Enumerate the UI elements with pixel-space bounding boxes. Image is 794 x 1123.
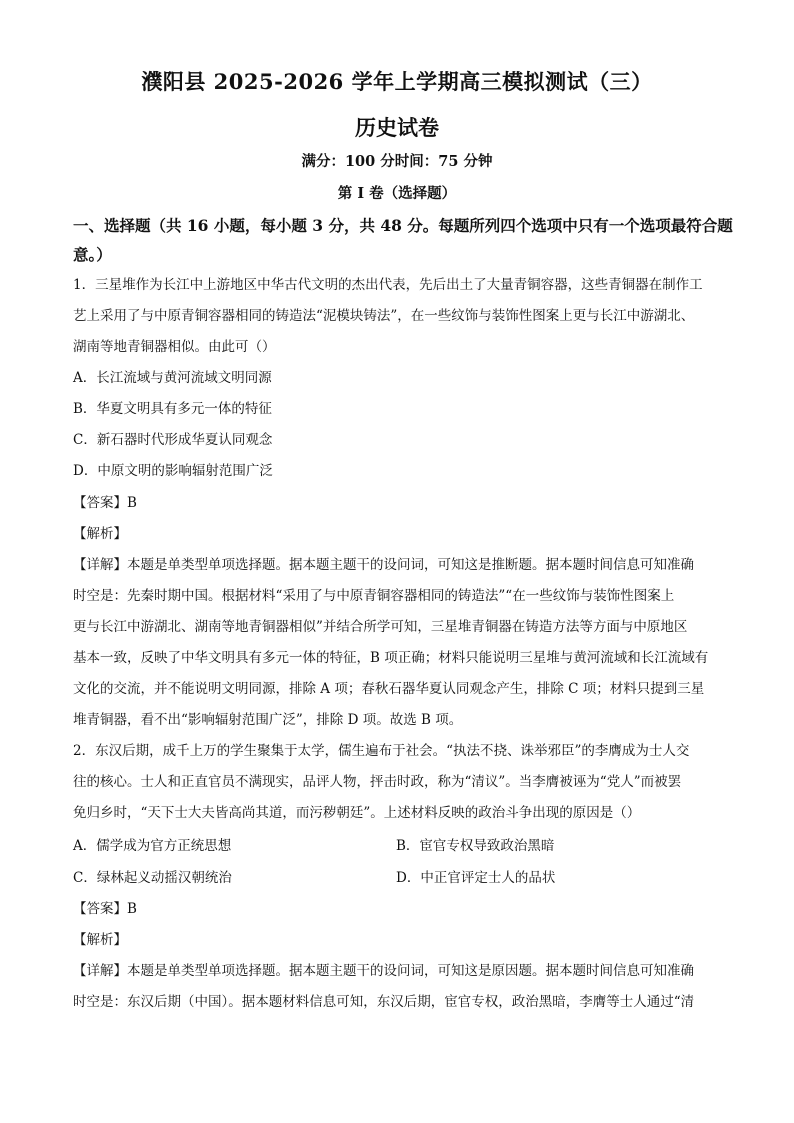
q1-option-a: A．长江流域与黄河流域文明同源 <box>73 370 272 386</box>
q1-stem-line: 艺上采用了与中原青铜容器相同的铸造法“泥模块铸法”，在一些纹饰与装饰性图案上更与长江中游湖北、 <box>73 308 695 324</box>
q1-detail-line: 更与长江中游湖北、湖南等地青铜器相似”并结合所学可知，三星堆青铜器在铸造方法等方面与中原地区 <box>73 619 688 635</box>
q2-stem-line: 2．东汉后期，成千上万的学生聚集于太学，儒生遍布于社会。“执法不挠、诛举邪臣”的李膺成为士人交 <box>73 743 690 759</box>
section-instruction: 一、选择题（共 16 小题，每小题 3 分，共 48 分。每题所列四个选项中只有一个选项最符合题意。） <box>73 216 733 264</box>
volume-heading: 第 I 卷（选择题） <box>337 185 457 202</box>
q2-answer: 【答案】B <box>73 901 137 917</box>
q2-stem-line: 往的核心。士人和正直官员不满现实，品评人物，抨击时政，称为“清议”。当李膺被诬为“党人”而被罢 <box>73 774 682 790</box>
q1-stem-line: 湖南等地青铜器相似。由此可（） <box>73 339 276 355</box>
q1-detail-line: 时空是：先秦时期中国。根据材料“采用了与中原青铜容器相同的铸造法”“在一些纹饰与装饰性图案上 <box>73 588 675 604</box>
q1-detail-line: 堆青铜器，看不出“影响辐射范围广泛”，排除 D 项。故选 B 项。 <box>73 712 463 728</box>
q2-option-b: B．宦官专权导致政治黑暗 <box>396 838 555 854</box>
q2-stem-line: 免归乡时，“天下士大夫皆高尚其道，而污秽朝廷”。上述材料反映的政治斗争出现的原因是（） <box>73 805 641 821</box>
q1-analysis-label: 【解析】 <box>73 526 127 542</box>
exam-subject: 历史试卷 <box>355 115 439 140</box>
q1-option-d: D．中原文明的影响辐射范围广泛 <box>73 463 273 479</box>
q2-detail-line: 时空是：东汉后期（中国）。据本题材料信息可知，东汉后期，宦官专权，政治黑暗，李膺等士人通过“清 <box>73 994 695 1010</box>
q1-answer: 【答案】B <box>73 495 137 511</box>
q1-detail-line: 【详解】本题是单类型单项选择题。据本题主题干的设问词，可知这是推断题。据本题时间信息可知准确 <box>73 557 694 573</box>
q1-detail-line: 基本一致，反映了中华文明具有多元一体的特征，B 项正确；材料只能说明三星堆与黄河流域和长江流域有 <box>73 650 709 666</box>
q2-detail-line: 【详解】本题是单类型单项选择题。据本题主题干的设问词，可知这是原因题。据本题时间信息可知准确 <box>73 963 694 979</box>
q2-option-d: D．中正官评定士人的品状 <box>396 870 556 886</box>
q1-detail-line: 文化的交流，并不能说明文明同源，排除 A 项；春秋石器华夏认同观念产生，排除 C 项；材料只提到三星 <box>73 681 705 697</box>
score-time-info: 满分：100 分时间：75 分钟 <box>301 153 493 170</box>
q2-option-c: C．绿林起义动摇汉朝统治 <box>73 870 232 886</box>
q2-option-a: A．儒学成为官方正统思想 <box>73 838 232 854</box>
q2-analysis-label: 【解析】 <box>73 932 127 948</box>
exam-title: 濮阳县 2025-2026 学年上学期高三模拟测试（三） <box>141 69 653 94</box>
q1-option-b: B．华夏文明具有多元一体的特征 <box>73 401 272 417</box>
q1-stem-line: 1．三星堆作为长江中上游地区中华古代文明的杰出代表，先后出土了大量青铜容器，这些青铜器在制作工 <box>73 277 703 293</box>
q1-option-c: C．新石器时代形成华夏认同观念 <box>73 432 273 448</box>
